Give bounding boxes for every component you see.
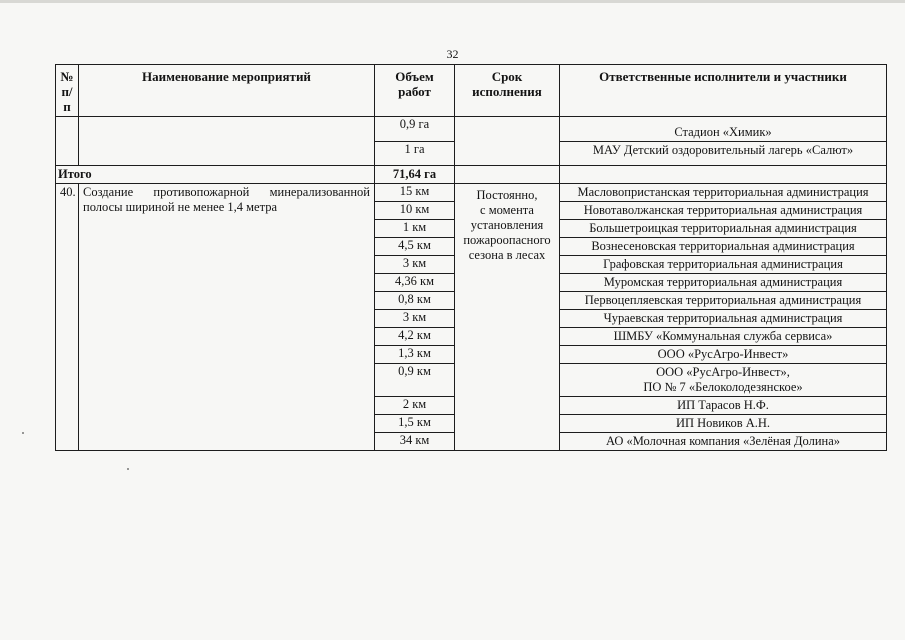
- item-term: Постоянно, с момента установления пожароопасного сезона в лесах: [455, 184, 560, 451]
- empty-cell: [560, 166, 887, 184]
- responsible-cell: МАУ Детский оздоровительный лагерь «Салют»: [560, 141, 887, 166]
- header-volume: Объем работ: [375, 65, 455, 117]
- responsible-cell: Вознесеновская территориальная администрация: [560, 238, 887, 256]
- scan-speck: [127, 468, 129, 470]
- responsible-cell: Чураевская территориальная администрация: [560, 310, 887, 328]
- responsible-cell: ИП Новиков А.Н.: [560, 415, 887, 433]
- item-number: 40.: [56, 184, 79, 451]
- empty-cell: [455, 166, 560, 184]
- volume-cell: 1 км: [375, 220, 455, 238]
- header-num: № п/п: [56, 65, 79, 117]
- volume-cell: 34 км: [375, 433, 455, 451]
- volume-cell: 4,36 км: [375, 274, 455, 292]
- term-cell: [455, 117, 560, 166]
- scan-speck: [22, 432, 24, 434]
- header-term: Срок исполнения: [455, 65, 560, 117]
- responsible-cell: ООО «РусАгро-Инвест»: [560, 346, 887, 364]
- page-number: 32: [446, 47, 459, 61]
- volume-cell: 0,9 га: [375, 117, 455, 142]
- responsible-cell: Первоцепляевская территориальная администрация: [560, 292, 887, 310]
- volume-cell: 0,8 км: [375, 292, 455, 310]
- volume-cell: 4,5 км: [375, 238, 455, 256]
- volume-cell: 3 км: [375, 310, 455, 328]
- itogo-row: [56, 166, 887, 184]
- volume-cell: 3 км: [375, 256, 455, 274]
- responsible-cell: ООО «РусАгро-Инвест», ПО № 7 «Белоколодезянское»: [560, 364, 887, 397]
- table-row: [56, 117, 887, 142]
- table-row: [56, 184, 887, 202]
- responsible-cell: Графовская территориальная администрация: [560, 256, 887, 274]
- itogo-label: Итого: [56, 166, 375, 184]
- header-responsible: Ответственные исполнители и участники: [560, 65, 887, 117]
- responsible-cell: Муромская территориальная администрация: [560, 274, 887, 292]
- itogo-value: 71,64 га: [375, 166, 455, 184]
- responsible-cell: Масловопристанская территориальная администрация: [560, 184, 887, 202]
- responsible-cell: АО «Молочная компания «Зелёная Долина»: [560, 433, 887, 451]
- volume-cell: 1,3 км: [375, 346, 455, 364]
- responsible-cell: Новотаволжанская территориальная администрация: [560, 202, 887, 220]
- responsible-cell: ИП Тарасов Н.Ф.: [560, 397, 887, 415]
- volume-cell: 0,9 км: [375, 364, 455, 397]
- volume-cell: 15 км: [375, 184, 455, 202]
- table-header-row: [56, 65, 887, 117]
- volume-cell: 10 км: [375, 202, 455, 220]
- responsible-cell: Большетроицкая территориальная администрация: [560, 220, 887, 238]
- volume-cell: 2 км: [375, 397, 455, 415]
- header-name: Наименование мероприятий: [79, 65, 375, 117]
- name-cell: [79, 117, 375, 166]
- num-cell: [56, 117, 79, 166]
- measures-table: [55, 64, 887, 451]
- volume-cell: 1 га: [375, 141, 455, 166]
- item-name: Создание противопожарной минерализованной полосы шириной не менее 1,4 метра: [79, 184, 375, 451]
- volume-cell: 1,5 км: [375, 415, 455, 433]
- responsible-cell: ШМБУ «Коммунальная служба сервиса»: [560, 328, 887, 346]
- volume-cell: 4,2 км: [375, 328, 455, 346]
- scan-edge: [0, 0, 905, 3]
- responsible-cell: Стадион «Химик»: [560, 117, 887, 142]
